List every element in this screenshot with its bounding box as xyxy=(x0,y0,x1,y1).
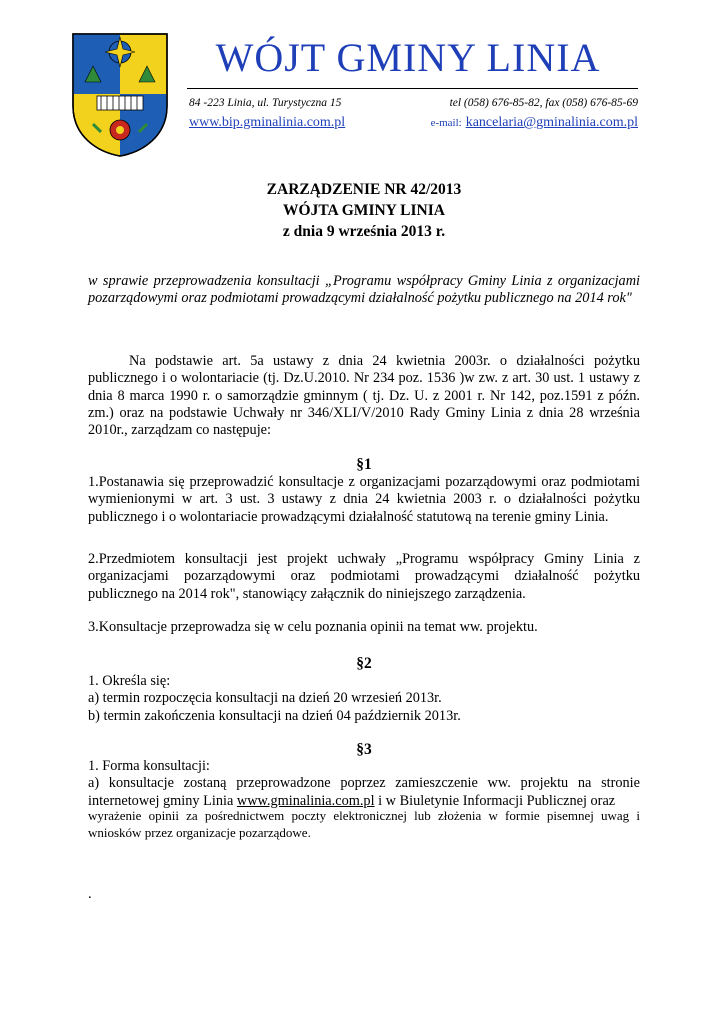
website-link[interactable]: www.bip.gminalinia.com.pl xyxy=(189,115,346,130)
header-divider xyxy=(187,88,638,89)
section-3-item-a-continuation: wyrażenie opinii za pośrednictwem poczty elektronicznej lub złożenia w formie pisemnej uwag i wniosków przez organizacje pozarządowe. xyxy=(88,808,640,840)
doc-subject: w sprawie przeprowadzenia konsultacji „Programu współpracy Gminy Linia z organizacjami pozarządowymi oraz podmiotami prowadzącymi działalność pożytku publicznego na 2014 rok" xyxy=(88,273,640,307)
section-3-heading: §3 xyxy=(356,741,372,758)
section-2-body xyxy=(88,673,640,725)
gmina-website-link[interactable]: www.gminalinia.com.pl xyxy=(236,792,375,809)
section-1-heading: §1 xyxy=(356,456,372,473)
email-link[interactable]: kancelaria@gminalinia.com.pl xyxy=(465,115,638,130)
section-2-intro: 1. Określa się: xyxy=(88,673,171,689)
header-contact-row xyxy=(189,97,638,109)
doc-heading-issuer: WÓJTA GMINY LINIA xyxy=(283,202,445,219)
section-2-item-b: b) termin zakończenia konsultacji na dzień 04 październik 2013r. xyxy=(88,707,461,724)
email-label: e-mail: xyxy=(430,117,462,129)
section-1-point-1: 1.Postanawia się przeprowadzić konsultacje z organizacjami pozarządowymi oraz podmiotami wymienionymi w art. 3 ust. 3 ustawy z dnia 24 kwietnia 2003 r. o działalności pożytku publicznego i o wolontariacie prowadzącymi działalność statutową na terenie gminy Linia. xyxy=(88,474,640,525)
header-address: 84 -223 Linia, ul. Turystyczna 15 xyxy=(189,97,342,109)
section-3-intro: 1. Forma konsultacji: xyxy=(88,758,210,774)
header-phone-fax: tel (058) 676-85-82, fax (058) 676-85-69 xyxy=(449,97,638,109)
section-2-heading: §2 xyxy=(356,655,372,672)
header-links-row xyxy=(189,113,638,131)
section-3-body xyxy=(88,758,640,810)
trailing-dot: . xyxy=(88,886,92,902)
doc-heading-date: z dnia 9 września 2013 r. xyxy=(282,223,446,240)
header-title: WÓJT GMINY LINIA xyxy=(215,35,601,80)
section-3-item-a-part2: i w Biuletynie Informacji Publicznej oraz xyxy=(374,792,616,809)
doc-preamble: Na podstawie art. 5a ustawy z dnia 24 kwietnia 2003r. o działalności pożytku publicznego i o wolontariacie (tj. Dz.U.2010. Nr 234 poz. 1536 )w zw. z art. 30 ust. 1 ustawy z dnia 8 marca 1990 r. o samorządzie gminnym ( tj. Dz. U. z 2001 r. Nr 142, poz.1591 z późn. zm.) oraz na podstawie Uchwały nr 346/XLI/V/2010 Rady Gminy Linia z dnia 28 września 2010r., zarządzam co następuje: xyxy=(88,353,640,439)
gmina-coat-of-arms xyxy=(71,32,169,158)
section-1-point-3: 3.Konsultacje przeprowadza się w celu poznania opinii na temat ww. projektu. xyxy=(88,619,538,635)
section-1-point-2: 2.Przedmiotem konsultacji jest projekt uchwały „Programu współpracy Gminy Linia z organizacjami pozarządowymi oraz podmiotami prowadzącymi działalność pożytku publicznego na 2014 rok", stanowiący załącznik do niniejszego zarządzenia. xyxy=(88,551,640,602)
section-2-item-a: a) termin rozpoczęcia konsultacji na dzień 20 wrzesień 2013r. xyxy=(88,690,442,707)
section-3-item-a-part1: a) konsultacje zostaną przeprowadzone poprzez zamieszczenie ww. projektu na stronie internetowej gminy Linia xyxy=(88,775,640,809)
doc-heading-number: ZARZĄDZENIE NR 42/2013 xyxy=(266,181,462,198)
